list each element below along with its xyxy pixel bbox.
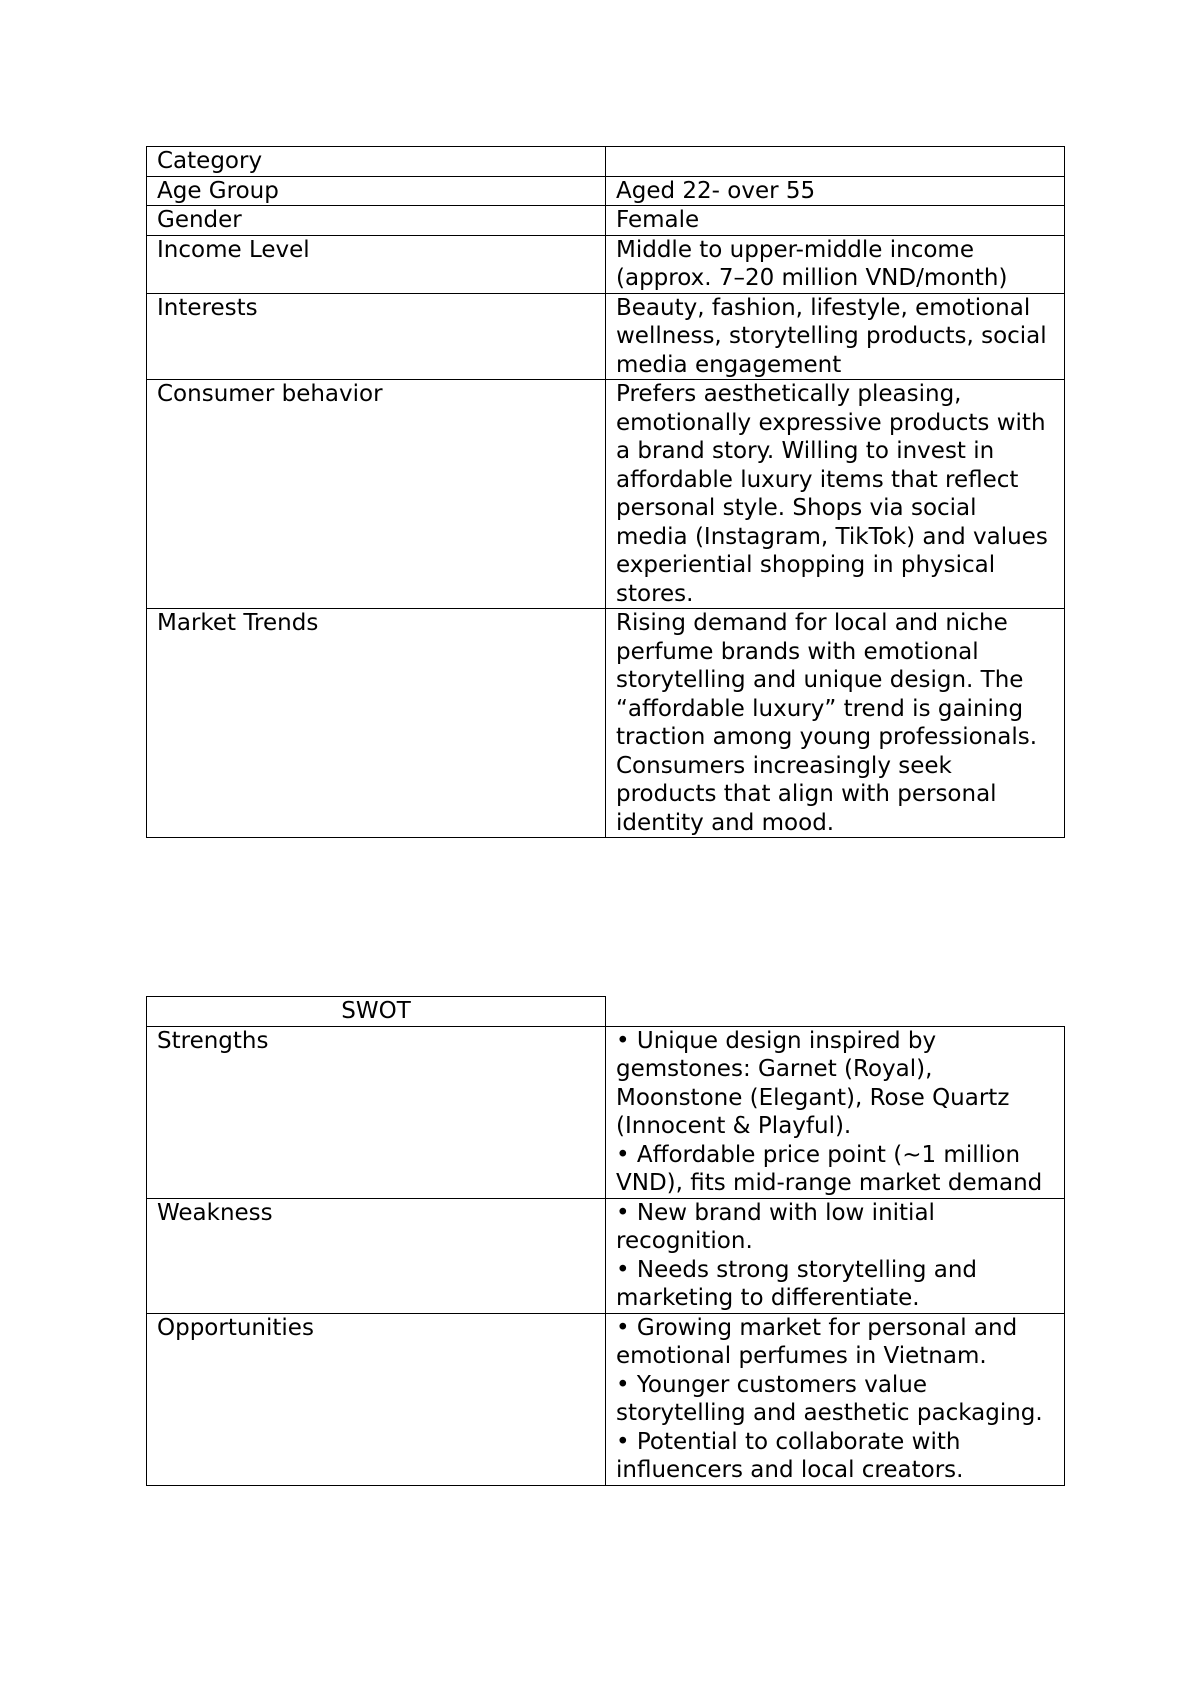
table-row xyxy=(147,293,1065,380)
row-label-category: Category xyxy=(147,147,606,177)
row-label-income-level: Income Level xyxy=(147,235,606,293)
bullet-point: • Needs strong storytelling and marketing to differentiate. xyxy=(616,1256,978,1311)
row-label-consumer-behavior: Consumer behavior xyxy=(147,380,606,609)
row-value-interests: Beauty, fashion, lifestyle, emotional wellness, storytelling products, social media engagement xyxy=(606,293,1065,380)
row-value-opportunities xyxy=(606,1313,1065,1485)
row-label-weakness: Weakness xyxy=(147,1198,606,1313)
row-label-opportunities: Opportunities xyxy=(147,1313,606,1485)
table-row xyxy=(147,147,1065,177)
row-label-age-group: Age Group xyxy=(147,176,606,206)
bullet-point: • Affordable price point (~1 million VND), fits mid-range market demand xyxy=(616,1141,1043,1196)
bullet-point: • Younger customers value storytelling and aesthetic packaging. xyxy=(616,1371,1043,1426)
row-label-interests: Interests xyxy=(147,293,606,380)
table-row xyxy=(147,1026,1065,1198)
table-row xyxy=(147,206,1065,236)
table-row xyxy=(147,1198,1065,1313)
bullet-point: • New brand with low initial recognition. xyxy=(616,1199,935,1254)
row-value-category xyxy=(606,147,1065,177)
row-value-market-trends: Rising demand for local and niche perfume brands with emotional storytelling and unique design. The “affordable luxury” trend is gaining traction among young professionals. Consumers increasingly seek products that align with personal identity and mood. xyxy=(606,609,1065,838)
row-label-gender: Gender xyxy=(147,206,606,236)
bullet-point: • Growing market for personal and emotional perfumes in Vietnam. xyxy=(616,1314,1018,1369)
table-row xyxy=(147,176,1065,206)
row-value-gender: Female xyxy=(606,206,1065,236)
row-value-age-group: Aged 22- over 55 xyxy=(606,176,1065,206)
table-row xyxy=(147,1313,1065,1485)
customer-profile-table xyxy=(146,146,1065,838)
row-label-market-trends: Market Trends xyxy=(147,609,606,838)
bullet-point: • Potential to collaborate with influencers and local creators. xyxy=(616,1428,964,1483)
table-row xyxy=(147,609,1065,838)
row-value-consumer-behavior: Prefers aesthetically pleasing, emotionally expressive products with a brand story. Willing to invest in affordable luxury items that reflect personal style. Shops via social media (Instagram, TikTok) and values experiential shopping in physical stores. xyxy=(606,380,1065,609)
table-row xyxy=(147,380,1065,609)
swot-header-empty-cell xyxy=(606,997,1065,1027)
row-label-strengths: Strengths xyxy=(147,1026,606,1198)
row-value-income-level: Middle to upper-middle income (approx. 7–20 million VND/month) xyxy=(606,235,1065,293)
table-row xyxy=(147,235,1065,293)
row-value-weakness xyxy=(606,1198,1065,1313)
table-row xyxy=(147,997,1065,1027)
bullet-point: • Unique design inspired by gemstones: Garnet (Royal), Moonstone (Elegant), Rose Quartz (Innocent & Playful). xyxy=(616,1027,1010,1139)
swot-header: SWOT xyxy=(147,997,606,1027)
row-value-strengths xyxy=(606,1026,1065,1198)
swot-table xyxy=(146,996,1065,1486)
